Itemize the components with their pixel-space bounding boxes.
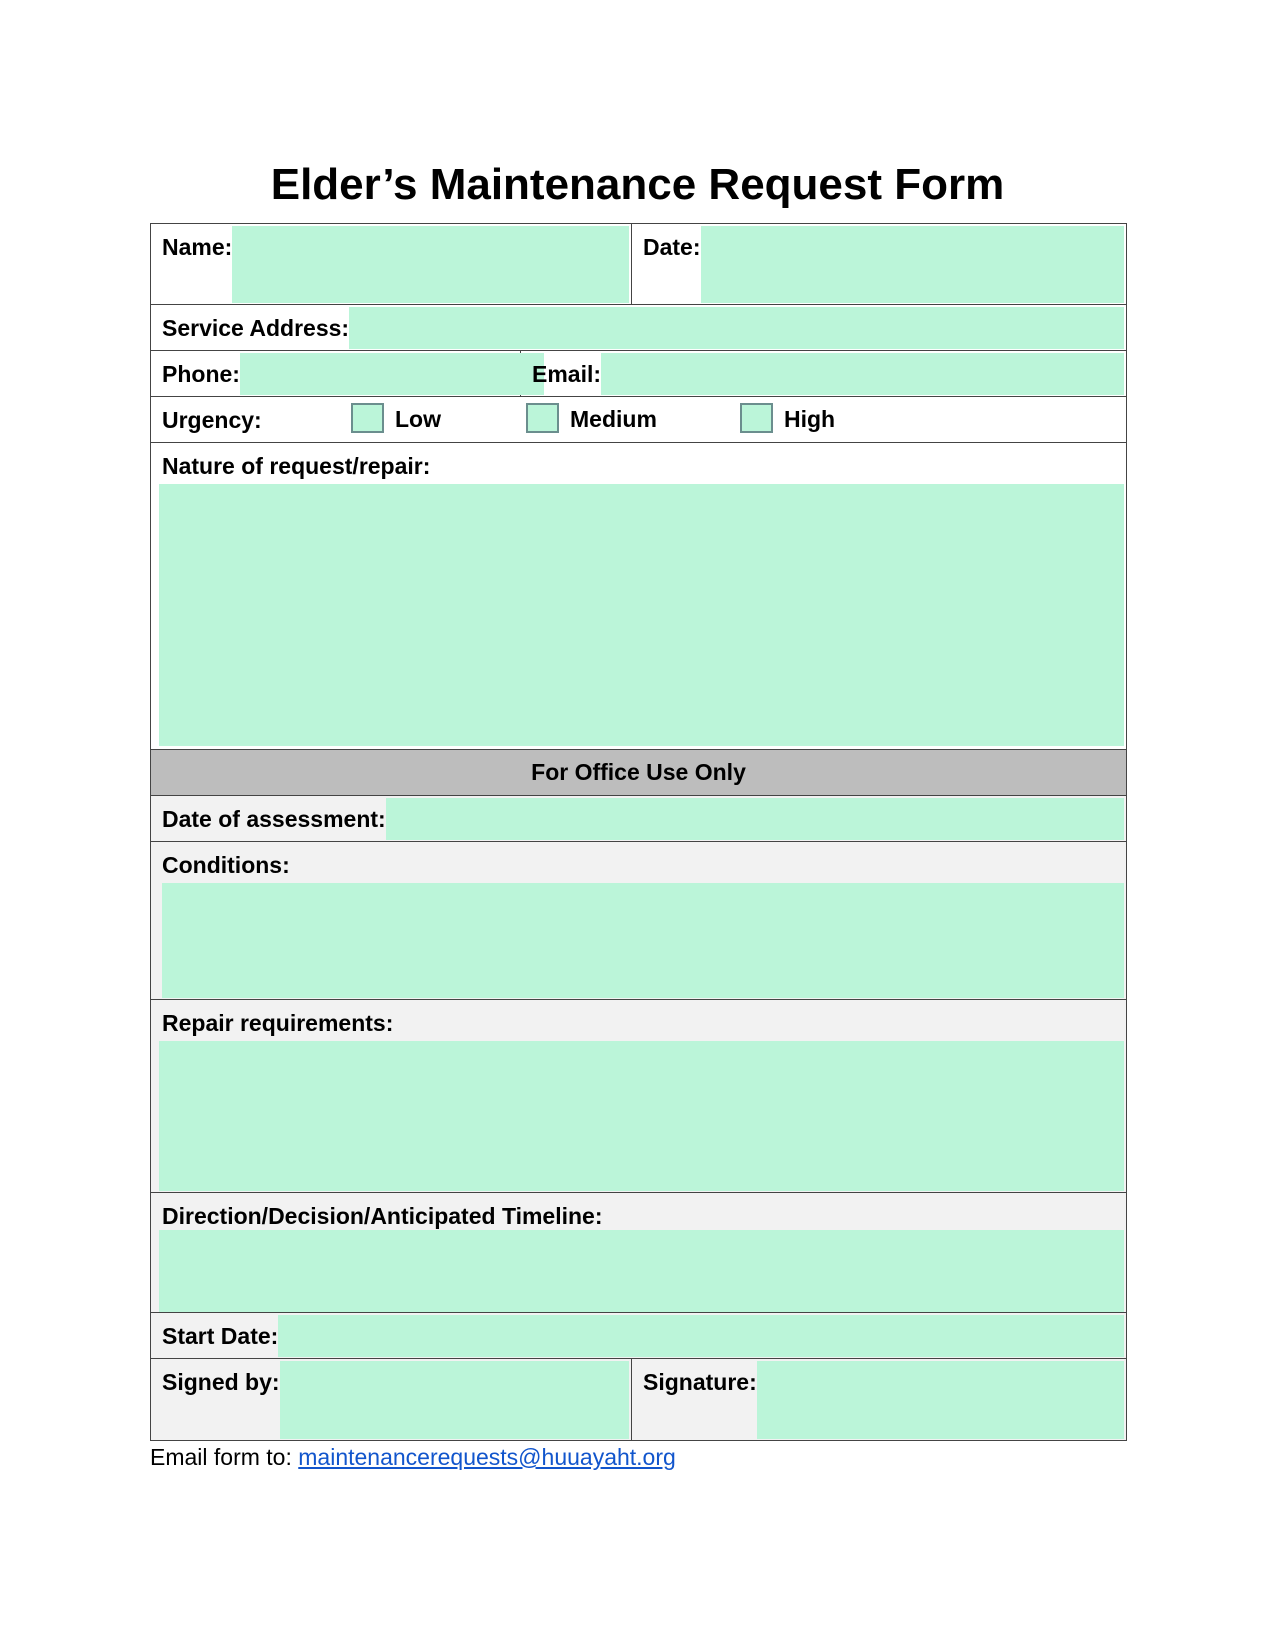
urgency-medium-checkbox[interactable] [526,403,559,433]
start-date-row [151,1313,1127,1359]
conditions-textarea[interactable] [162,883,1124,998]
footer [150,1443,676,1471]
conditions-row [151,842,1127,1000]
email-cell [521,351,1126,396]
urgency-label: Urgency: [162,406,262,433]
repair-requirements-textarea[interactable] [159,1041,1124,1191]
name-cell [151,224,632,304]
nature-label: Nature of request/repair: [162,453,431,479]
phone-input[interactable] [240,353,544,395]
signature-input[interactable] [757,1361,1124,1439]
signed-by-cell [151,1359,632,1440]
direction-row [151,1193,1127,1313]
urgency-medium-label: Medium [570,406,657,432]
nature-row [151,443,1127,750]
phone-label: Phone: [162,361,240,387]
office-use-title: For Office Use Only [531,759,746,785]
urgency-low-label: Low [395,406,441,432]
nature-cell [151,443,1126,749]
urgency-high-label: High [784,406,836,432]
date-input[interactable] [701,226,1124,303]
phone-email-row [151,351,1127,397]
form-title: Elder’s Maintenance Request Form [270,160,1005,209]
repair-requirements-cell [151,1000,1126,1192]
email-input[interactable] [601,353,1124,395]
signed-by-label: Signed by: [162,1369,280,1395]
assessment-date-row [151,796,1127,842]
repair-requirements-row [151,1000,1127,1193]
urgency-row [151,397,1127,443]
request-form [150,223,1127,1441]
name-input[interactable] [232,226,629,303]
service-address-input[interactable] [349,307,1124,349]
assessment-date-label: Date of assessment: [162,806,386,832]
urgency-high-checkbox[interactable] [740,403,773,433]
date-label: Date: [643,234,701,260]
conditions-cell [151,842,1126,999]
date-cell [632,224,1126,304]
conditions-label: Conditions: [162,852,290,878]
phone-cell [151,351,521,396]
signature-cell [632,1359,1126,1440]
start-date-input[interactable] [278,1315,1124,1357]
nature-textarea[interactable] [159,484,1124,746]
direction-textarea[interactable] [159,1230,1124,1312]
start-date-label: Start Date: [162,1323,279,1349]
assessment-date-input[interactable] [386,798,1124,840]
email-label: Email: [532,361,602,387]
assessment-date-cell [151,796,1126,841]
signature-label: Signature: [643,1369,757,1395]
service-address-row [151,305,1127,351]
name-date-row [151,224,1127,305]
office-use-header [151,750,1127,796]
service-address-label: Service Address: [162,315,350,341]
name-label: Name: [162,234,233,260]
direction-label: Direction/Decision/Anticipated Timeline: [162,1203,603,1229]
signed-by-input[interactable] [280,1361,629,1439]
signature-row [151,1359,1127,1441]
footer-prefix: Email form to: [150,1444,292,1470]
urgency-low-checkbox[interactable] [351,403,384,433]
service-address-cell [151,305,1126,350]
repair-requirements-label: Repair requirements: [162,1010,394,1036]
direction-cell [151,1193,1126,1312]
start-date-cell [151,1313,1126,1358]
footer-email-link[interactable]: maintenancerequests@huuayaht.org [298,1444,676,1470]
